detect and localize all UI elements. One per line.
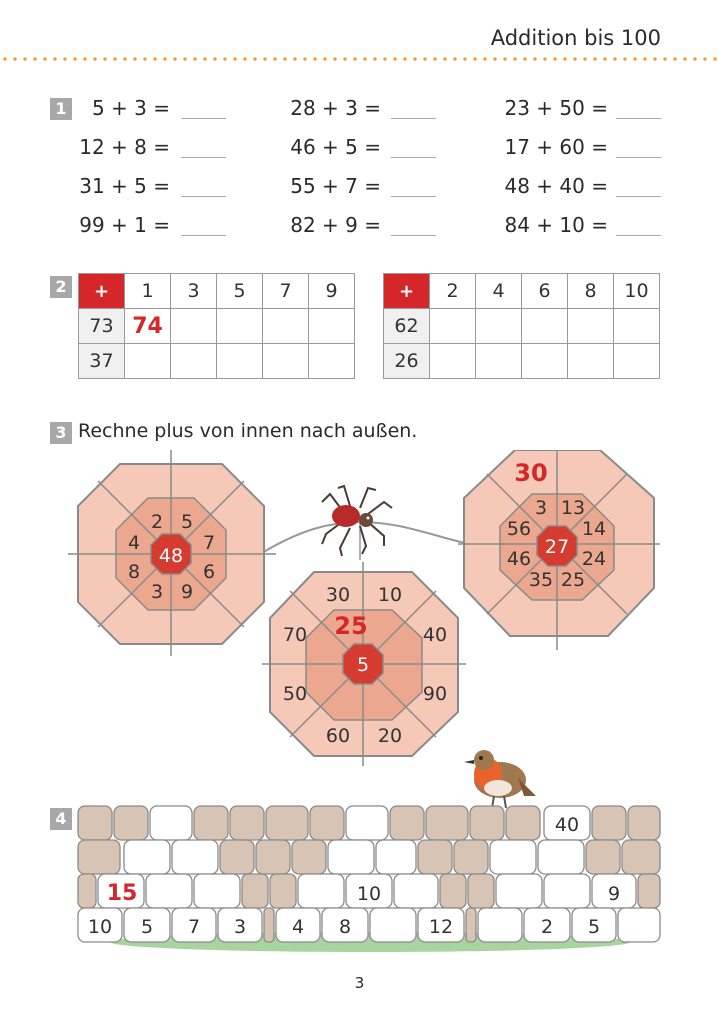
- col-header: 3: [171, 274, 217, 309]
- web3-number: 13: [560, 497, 586, 519]
- wall-brick: [586, 840, 620, 874]
- web3-center: 27: [544, 536, 570, 558]
- answer-blank[interactable]: [391, 118, 436, 119]
- answer-blank[interactable]: [616, 235, 661, 236]
- task1-expr: 17 + 60 =: [504, 135, 608, 159]
- task1-expr: 46 + 5 =: [290, 135, 381, 159]
- wall-brick: [628, 806, 660, 840]
- web2-number: 90: [422, 683, 448, 705]
- row-header: 37: [79, 344, 125, 379]
- wall-number: 2: [540, 916, 554, 938]
- wall-brick-answer[interactable]: [298, 874, 344, 908]
- answer-blank[interactable]: [391, 235, 436, 236]
- wall-brick: [270, 874, 296, 908]
- wall-brick: [242, 874, 268, 908]
- wall-brick-answer[interactable]: [194, 874, 240, 908]
- web2-number: 60: [325, 725, 351, 747]
- answer-cell[interactable]: [568, 309, 614, 344]
- answer-blank[interactable]: [616, 157, 661, 158]
- web2-number: 20: [377, 725, 403, 747]
- plus-header: +: [79, 274, 125, 309]
- web3-number: 24: [581, 548, 607, 570]
- task1-expr: 82 + 9 =: [290, 213, 381, 237]
- spider-web-1: [68, 450, 276, 656]
- page-number: 3: [354, 974, 365, 992]
- task1-expr: 55 + 7 =: [290, 174, 381, 198]
- task1-expr: 23 + 50 =: [504, 96, 608, 120]
- spider-web-2: [262, 562, 466, 766]
- answer-cell[interactable]: [522, 344, 568, 379]
- web1-number: 4: [127, 532, 141, 554]
- web2-number: 30: [325, 584, 351, 606]
- answer-blank[interactable]: [391, 196, 436, 197]
- wall-brick: [266, 806, 308, 840]
- wall-brick-answer[interactable]: [150, 806, 192, 840]
- answer-blank[interactable]: [391, 157, 436, 158]
- wall-number: 12: [428, 916, 454, 938]
- wall-brick: [220, 840, 254, 874]
- spider-webs-illustration: [0, 450, 719, 800]
- answer-cell[interactable]: [217, 309, 263, 344]
- task3-instruction: Rechne plus von innen nach außen.: [78, 420, 418, 442]
- wall-brick-answer[interactable]: [490, 840, 536, 874]
- wall-brick: [506, 806, 540, 840]
- wall-brick-answer[interactable]: [146, 874, 192, 908]
- wall-example-answer: 15: [106, 881, 138, 906]
- task1-expr: 28 + 3 =: [290, 96, 381, 120]
- web1-number: 7: [202, 532, 216, 554]
- col-header: 7: [263, 274, 309, 309]
- wall-number: 40: [554, 814, 580, 836]
- addition-table-1: [78, 273, 355, 379]
- wall-brick: [194, 806, 228, 840]
- web2-number: 50: [282, 683, 308, 705]
- answer-cell[interactable]: [476, 309, 522, 344]
- web2-number: 70: [282, 624, 308, 646]
- wall-brick: [440, 874, 466, 908]
- wall-brick: [114, 806, 148, 840]
- answer-blank[interactable]: [181, 196, 226, 197]
- wall-brick: [592, 806, 626, 840]
- wall-brick: [78, 840, 120, 874]
- answer-cell[interactable]: [217, 344, 263, 379]
- answer-cell[interactable]: [430, 309, 476, 344]
- wall-brick: [78, 806, 112, 840]
- wall-brick: [256, 840, 290, 874]
- plus-header: +: [384, 274, 430, 309]
- col-header: 9: [309, 274, 355, 309]
- web3-number: 35: [528, 569, 554, 591]
- wall-number: 5: [587, 916, 601, 938]
- task1-expr: 48 + 40 =: [504, 174, 608, 198]
- page-title: Addition bis 100: [490, 26, 661, 50]
- row-header: 26: [384, 344, 430, 379]
- wall-brick: [426, 806, 468, 840]
- wall-number: 9: [607, 883, 621, 905]
- col-header: 8: [568, 274, 614, 309]
- wall-brick-answer[interactable]: [478, 908, 522, 942]
- row-header: 73: [79, 309, 125, 344]
- answer-cell[interactable]: [309, 344, 355, 379]
- wall-brick: [466, 908, 476, 942]
- wall-brick-answer[interactable]: [328, 840, 374, 874]
- wall-brick: [454, 840, 488, 874]
- col-header: 4: [476, 274, 522, 309]
- wall-brick: [418, 840, 452, 874]
- web3-number: 14: [581, 518, 607, 540]
- web1-number: 9: [180, 581, 194, 603]
- answer-cell[interactable]: [476, 344, 522, 379]
- number-wall: [74, 800, 666, 956]
- web1-number: 2: [150, 511, 164, 533]
- col-header: 2: [430, 274, 476, 309]
- col-header: 6: [522, 274, 568, 309]
- wall-number: 10: [87, 916, 113, 938]
- wall-row-2: [78, 840, 660, 874]
- wall-row-3: [78, 874, 660, 908]
- web2-example-answer: 25: [334, 612, 368, 640]
- task1-expr: 84 + 10 =: [504, 213, 608, 237]
- wall-number: 4: [291, 916, 305, 938]
- addition-table-2: [383, 273, 660, 379]
- wall-brick-answer[interactable]: [496, 874, 542, 908]
- col-header: 10: [614, 274, 660, 309]
- answer-blank[interactable]: [616, 118, 661, 119]
- wall-number: 3: [233, 916, 247, 938]
- answer-cell[interactable]: [309, 309, 355, 344]
- spider-web-3: [458, 450, 660, 650]
- row-header: 62: [384, 309, 430, 344]
- wall-brick: [292, 840, 326, 874]
- wall-brick: [390, 806, 424, 840]
- answer-blank[interactable]: [181, 118, 226, 119]
- task-number-2: 2: [50, 276, 72, 298]
- web3-example-answer: 30: [514, 459, 548, 487]
- web1-number: 8: [127, 561, 141, 583]
- wall-brick-answer[interactable]: [172, 840, 218, 874]
- web1-number: 5: [180, 511, 194, 533]
- answer-cell[interactable]: [522, 309, 568, 344]
- task1-expr: 5 + 3 =: [91, 96, 170, 120]
- web1-number: 3: [150, 581, 164, 603]
- web3-number: 56: [506, 518, 532, 540]
- answer-cell[interactable]: [125, 344, 171, 379]
- web3-number: 25: [560, 569, 586, 591]
- wall-brick-answer[interactable]: [544, 874, 590, 908]
- dotted-divider: [0, 56, 719, 62]
- web2-center: 5: [356, 654, 370, 676]
- answer-blank[interactable]: [181, 235, 226, 236]
- wall-number: 5: [140, 916, 154, 938]
- wall-brick: [622, 840, 660, 874]
- wall-brick-answer[interactable]: [124, 840, 170, 874]
- spider-illustration: [322, 486, 392, 556]
- answer-blank[interactable]: [616, 196, 661, 197]
- web2-number: 10: [377, 584, 403, 606]
- answer-cell[interactable]: [614, 309, 660, 344]
- wall-number: 10: [356, 883, 382, 905]
- wall-brick-answer[interactable]: [538, 840, 584, 874]
- wall-brick: [264, 908, 274, 942]
- wall-brick-answer[interactable]: [376, 840, 416, 874]
- web2-number: 40: [422, 624, 448, 646]
- answer-cell[interactable]: [171, 344, 217, 379]
- wall-row-1: [78, 806, 660, 840]
- task1-expr: 31 + 5 =: [79, 174, 170, 198]
- web1-number: 6: [202, 561, 216, 583]
- wall-brick: [78, 874, 96, 908]
- wall-brick-answer[interactable]: [370, 908, 416, 942]
- wall-brick: [638, 874, 660, 908]
- col-header: 1: [125, 274, 171, 309]
- col-header: 5: [217, 274, 263, 309]
- web1-center: 48: [158, 545, 184, 567]
- answer-cell[interactable]: [614, 344, 660, 379]
- task1-expr: 99 + 1 =: [79, 213, 170, 237]
- wall-brick: [468, 874, 494, 908]
- answer-cell[interactable]: [568, 344, 614, 379]
- answer-cell[interactable]: [171, 309, 217, 344]
- wall-brick-answer[interactable]: [618, 908, 660, 942]
- answer-cell[interactable]: [263, 309, 309, 344]
- task-number-1: 1: [50, 98, 72, 120]
- task1-expr: 12 + 8 =: [79, 135, 170, 159]
- answer-blank[interactable]: [181, 157, 226, 158]
- task-number-4: 4: [50, 808, 72, 830]
- wall-number: 7: [187, 916, 201, 938]
- wall-number: 8: [338, 916, 352, 938]
- wall-brick-answer[interactable]: [346, 806, 388, 840]
- wall-brick: [470, 806, 504, 840]
- wall-brick: [310, 806, 344, 840]
- wall-brick: [230, 806, 264, 840]
- web3-number: 46: [506, 548, 532, 570]
- answer-cell[interactable]: [430, 344, 476, 379]
- wall-brick-answer[interactable]: [394, 874, 438, 908]
- answer-cell[interactable]: [263, 344, 309, 379]
- task-number-3: 3: [50, 422, 72, 444]
- example-answer: 74: [125, 309, 171, 344]
- web3-number: 3: [534, 497, 548, 519]
